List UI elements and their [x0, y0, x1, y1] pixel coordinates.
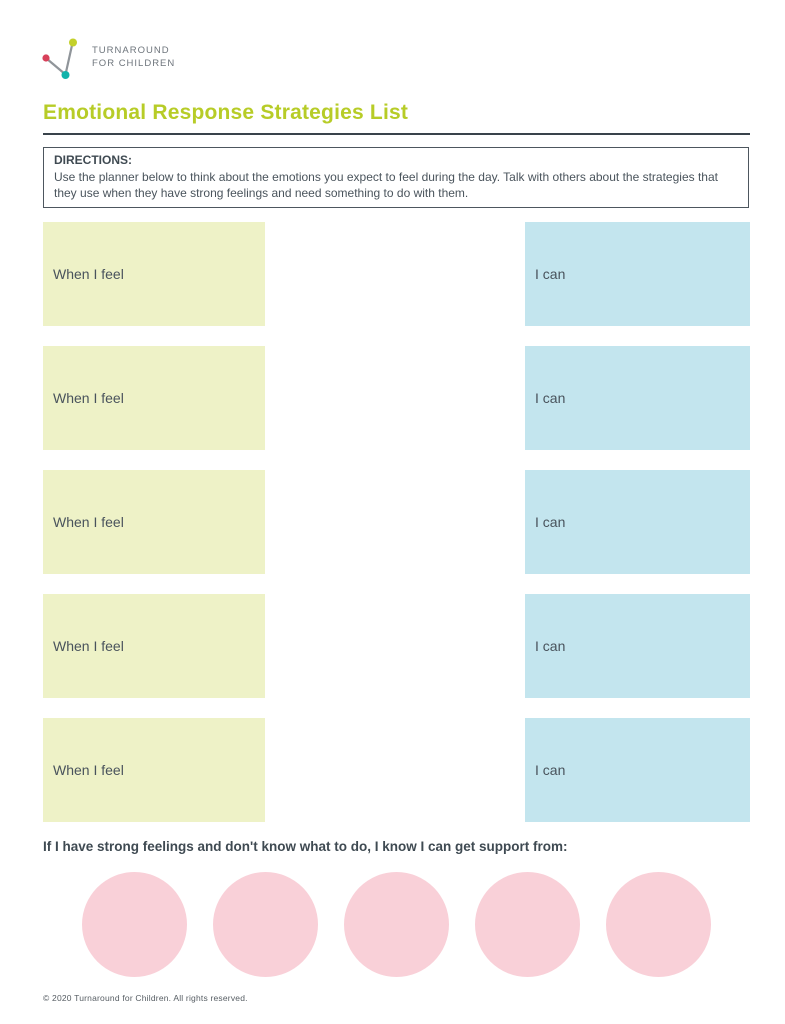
when-i-feel-box — [43, 346, 265, 450]
i-can-box — [525, 470, 750, 574]
i-can-box — [525, 594, 750, 698]
when-i-feel-label: When I feel — [53, 266, 124, 282]
when-i-feel-label: When I feel — [53, 514, 124, 530]
logo — [40, 36, 175, 84]
copyright-footer: © 2020 Turnaround for Children. All rights reserved. — [43, 993, 248, 1003]
support-circles — [43, 872, 750, 977]
turnaround-checkmark-logo-icon — [40, 36, 88, 84]
i-can-box — [525, 718, 750, 822]
when-i-feel-box — [43, 718, 265, 822]
logo-wordmark-line1: TURNAROUND — [92, 45, 170, 56]
worksheet-row — [43, 222, 750, 326]
worksheet-row — [43, 470, 750, 574]
support-prompt: If I have strong feelings and don't know what to do, I know I can get support from: — [43, 839, 568, 854]
support-circle — [606, 872, 711, 977]
logo-wordmark — [92, 45, 175, 71]
worksheet-row — [43, 718, 750, 822]
i-can-label: I can — [535, 266, 566, 282]
i-can-label: I can — [535, 762, 566, 778]
when-i-feel-label: When I feel — [53, 390, 124, 406]
when-i-feel-label: When I feel — [53, 762, 124, 778]
when-i-feel-box — [43, 222, 265, 326]
when-i-feel-box — [43, 594, 265, 698]
when-i-feel-label: When I feel — [53, 638, 124, 654]
support-circle — [213, 872, 318, 977]
worksheet-row — [43, 594, 750, 698]
i-can-label: I can — [535, 514, 566, 530]
support-circle — [344, 872, 449, 977]
i-can-box — [525, 222, 750, 326]
support-circle — [82, 872, 187, 977]
worksheet-row — [43, 346, 750, 450]
directions-heading: DIRECTIONS: — [54, 153, 132, 167]
i-can-label: I can — [535, 390, 566, 406]
i-can-label: I can — [535, 638, 566, 654]
directions-body: Use the planner below to think about the emotions you expect to feel during the day. Talk with others about the strategies that they use when they have strong feelings and need something to do with them. — [54, 170, 718, 200]
title-block — [43, 101, 750, 135]
i-can-box — [525, 346, 750, 450]
logo-wordmark-line2: FOR CHILDREN — [92, 57, 176, 69]
support-circle — [475, 872, 580, 977]
when-i-feel-box — [43, 470, 265, 574]
page-title: Emotional Response Strategies List — [43, 101, 409, 124]
directions-box — [43, 147, 749, 208]
